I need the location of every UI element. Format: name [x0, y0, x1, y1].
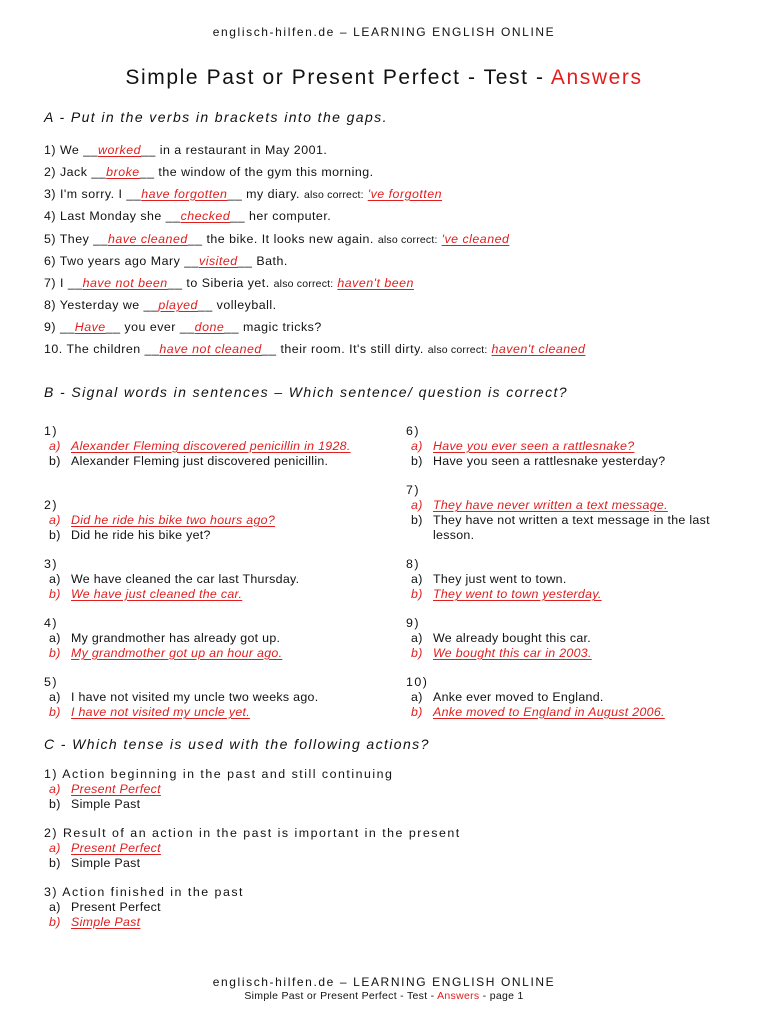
- page-title: [0, 66, 768, 90]
- option-text: They went to town yesterday.: [433, 587, 602, 601]
- option-letter: b): [49, 587, 61, 601]
- also-correct-label: also correct:: [427, 344, 488, 356]
- option-text: Present Perfect: [71, 841, 161, 855]
- option-text: We have just cleaned the car.: [71, 587, 243, 601]
- option-text: We have cleaned the car last Thursday.: [71, 572, 300, 586]
- question-block: [406, 424, 726, 469]
- option-text: They have never written a text message.: [433, 498, 668, 512]
- sentence-text: 8) Yesterday we __: [44, 298, 159, 312]
- question-block: [406, 675, 726, 720]
- option-a: [406, 690, 726, 705]
- section-c-title: C - Which tense is used with the following actions?: [44, 736, 430, 752]
- option-b: [406, 705, 726, 720]
- option-b: [44, 797, 544, 812]
- answer-text: have not cleaned: [159, 342, 262, 356]
- question-number: 10): [406, 675, 429, 689]
- fill-gap-line: [44, 276, 414, 290]
- question-number: 4): [44, 616, 59, 630]
- question-number: 8): [406, 557, 421, 571]
- option-b: [44, 705, 354, 720]
- also-correct-label: also correct:: [273, 278, 334, 290]
- option-letter: a): [49, 782, 61, 796]
- option-letter: a): [49, 513, 61, 527]
- option-b: [44, 856, 544, 871]
- title-main: Simple Past or Present Perfect - Test -: [125, 66, 551, 89]
- sentence-text: 5) They __: [44, 232, 109, 246]
- option-text: We already bought this car.: [433, 631, 592, 645]
- option-letter: a): [411, 498, 423, 512]
- option-text: Have you seen a rattlesnake yesterday?: [433, 454, 666, 468]
- option-text: I have not visited my uncle yet.: [71, 705, 251, 719]
- footer-title: Simple Past or Present Perfect - Test -: [244, 990, 438, 1002]
- fill-gap-line: [44, 165, 374, 179]
- option-text: Simple Past: [71, 856, 141, 870]
- sentence-text: __ my diary.: [227, 187, 301, 201]
- option-letter: a): [411, 439, 423, 453]
- question-number: 1): [44, 424, 59, 438]
- option-b: [44, 646, 354, 661]
- option-text: Did he ride his bike yet?: [71, 528, 211, 542]
- footer-site: englisch-hilfen.de – LEARNING ENGLISH ONLINE: [212, 975, 556, 989]
- sentence-text: 10. The children __: [44, 342, 160, 356]
- answer-text: done: [194, 320, 225, 334]
- option-letter: b): [411, 646, 423, 660]
- sentence-text: 2) Jack __: [44, 165, 107, 179]
- title-accent: Answers: [550, 66, 643, 89]
- option-letter: b): [411, 705, 423, 719]
- option-b: [44, 587, 354, 602]
- option-a: [44, 572, 354, 587]
- question-number: 3): [44, 557, 59, 571]
- option-text: Did he ride his bike two hours ago?: [71, 513, 276, 527]
- footer-page-info: [0, 990, 768, 1002]
- option-b: [44, 454, 354, 469]
- option-a: [44, 690, 354, 705]
- fill-gap-line: [44, 254, 288, 268]
- question-number: 2) Result of an action in the past is important in the present: [44, 826, 461, 840]
- option-letter: a): [49, 439, 61, 453]
- fill-gap-line: [44, 298, 277, 312]
- fill-gap-line: [44, 209, 331, 223]
- question-block: [406, 616, 726, 661]
- option-text: I have not visited my uncle two weeks ago.: [71, 690, 319, 704]
- sentence-text: __ you ever __: [105, 320, 195, 334]
- alternative-answer: haven't been: [337, 276, 414, 290]
- option-a: [406, 631, 726, 646]
- answer-text: checked: [180, 209, 231, 223]
- answer-text: have forgotten: [141, 187, 228, 201]
- fill-gap-line: [44, 342, 585, 356]
- option-text: Present Perfect: [71, 900, 161, 914]
- fill-gap-line: [44, 320, 322, 334]
- option-text: They have not written a text message in the last lesson.: [433, 513, 710, 542]
- answer-text: have not been: [82, 276, 168, 290]
- sentence-text: 1) We __: [44, 143, 99, 157]
- option-text: Anke ever moved to England.: [433, 690, 604, 704]
- question-block: [44, 557, 354, 602]
- option-letter: a): [49, 572, 61, 586]
- alternative-answer: haven't cleaned: [491, 342, 586, 356]
- question-block: [406, 557, 726, 602]
- sentence-text: 9) __: [44, 320, 75, 334]
- page-header: englisch-hilfen.de – LEARNING ENGLISH ONLINE: [212, 25, 556, 39]
- option-letter: b): [49, 454, 61, 468]
- option-letter: b): [411, 454, 423, 468]
- fill-gap-line: [44, 187, 442, 201]
- sentence-text: 7) I __: [44, 276, 83, 290]
- sentence-text: __ the bike. It looks new again.: [187, 232, 374, 246]
- question-block: [44, 826, 544, 871]
- section-b-title: B - Signal words in sentences – Which sentence/ question is correct?: [44, 384, 568, 400]
- option-b: [406, 513, 726, 543]
- sentence-text: __ Bath.: [237, 254, 288, 268]
- option-text: Alexander Fleming just discovered penicillin.: [71, 454, 329, 468]
- question-number: 3) Action finished in the past: [44, 885, 244, 899]
- alternative-answer: 've forgotten: [367, 187, 443, 201]
- option-letter: a): [49, 841, 61, 855]
- option-letter: a): [49, 900, 61, 914]
- footer-page-number: - page 1: [479, 990, 524, 1002]
- sentence-text: __ the window of the gym this morning.: [139, 165, 374, 179]
- option-letter: a): [411, 690, 423, 704]
- option-a: [406, 572, 726, 587]
- option-text: My grandmother got up an hour ago.: [71, 646, 283, 660]
- option-text: Present Perfect: [71, 782, 161, 796]
- question-block: [44, 767, 544, 812]
- alternative-answer: 've cleaned: [441, 232, 510, 246]
- option-text: My grandmother has already got up.: [71, 631, 281, 645]
- option-text: They just went to town.: [433, 572, 567, 586]
- option-letter: a): [49, 631, 61, 645]
- sentence-text: __ volleyball.: [197, 298, 277, 312]
- option-letter: a): [49, 690, 61, 704]
- option-b: [44, 528, 354, 543]
- option-text: Simple Past: [71, 915, 141, 929]
- fill-gap-line: [44, 232, 509, 246]
- option-letter: a): [411, 631, 423, 645]
- question-block: [44, 675, 354, 720]
- answer-text: broke: [106, 165, 140, 179]
- option-b: [44, 915, 544, 930]
- option-letter: b): [49, 797, 61, 811]
- sentence-text: __ to Siberia yet.: [167, 276, 270, 290]
- question-number: 6): [406, 424, 421, 438]
- question-block: [406, 483, 726, 543]
- sentence-text: __ in a restaurant in May 2001.: [141, 143, 328, 157]
- answer-text: have cleaned: [108, 232, 188, 246]
- option-a: [406, 498, 726, 513]
- option-text: Simple Past: [71, 797, 141, 811]
- option-letter: b): [411, 587, 423, 601]
- section-a-title: A - Put in the verbs in brackets into the gaps.: [44, 109, 388, 125]
- option-letter: b): [49, 705, 61, 719]
- option-text: Alexander Fleming discovered penicillin in 1928.: [71, 439, 351, 453]
- question-number: 9): [406, 616, 421, 630]
- option-letter: b): [411, 513, 423, 527]
- option-b: [406, 587, 726, 602]
- also-correct-label: also correct:: [377, 234, 438, 246]
- option-letter: b): [49, 856, 61, 870]
- option-b: [406, 646, 726, 661]
- answer-text: played: [158, 298, 198, 312]
- question-number: 1) Action beginning in the past and still continuing: [44, 767, 394, 781]
- sentence-text: __ their room. It's still dirty.: [261, 342, 424, 356]
- sentence-text: 4) Last Monday she __: [44, 209, 181, 223]
- answer-text: Have: [74, 320, 106, 334]
- option-letter: b): [49, 915, 61, 929]
- option-a: [44, 782, 544, 797]
- also-correct-label: also correct:: [303, 189, 364, 201]
- option-a: [44, 900, 544, 915]
- answer-text: worked: [98, 143, 141, 157]
- option-letter: b): [49, 528, 61, 542]
- question-number: 2): [44, 498, 59, 512]
- question-block: [44, 424, 354, 469]
- option-text: We bought this car in 2003.: [433, 646, 592, 660]
- option-b: [406, 454, 726, 469]
- answer-text: visited: [199, 254, 238, 268]
- sentence-text: 3) I'm sorry. I __: [44, 187, 142, 201]
- option-letter: a): [411, 572, 423, 586]
- option-a: [44, 841, 544, 856]
- sentence-text: __ her computer.: [230, 209, 332, 223]
- question-number: 5): [44, 675, 59, 689]
- option-text: Have you ever seen a rattlesnake?: [433, 439, 635, 453]
- fill-gap-line: [44, 143, 327, 157]
- question-block: [44, 885, 544, 930]
- option-a: [44, 631, 354, 646]
- option-text: Anke moved to England in August 2006.: [433, 705, 665, 719]
- sentence-text: 6) Two years ago Mary __: [44, 254, 200, 268]
- option-a: [44, 439, 354, 454]
- question-block: [44, 498, 354, 543]
- sentence-text: __ magic tricks?: [224, 320, 322, 334]
- footer-accent: Answers: [437, 990, 480, 1002]
- option-a: [406, 439, 726, 454]
- option-a: [44, 513, 354, 528]
- question-block: [44, 616, 354, 661]
- option-letter: b): [49, 646, 61, 660]
- question-number: 7): [406, 483, 421, 497]
